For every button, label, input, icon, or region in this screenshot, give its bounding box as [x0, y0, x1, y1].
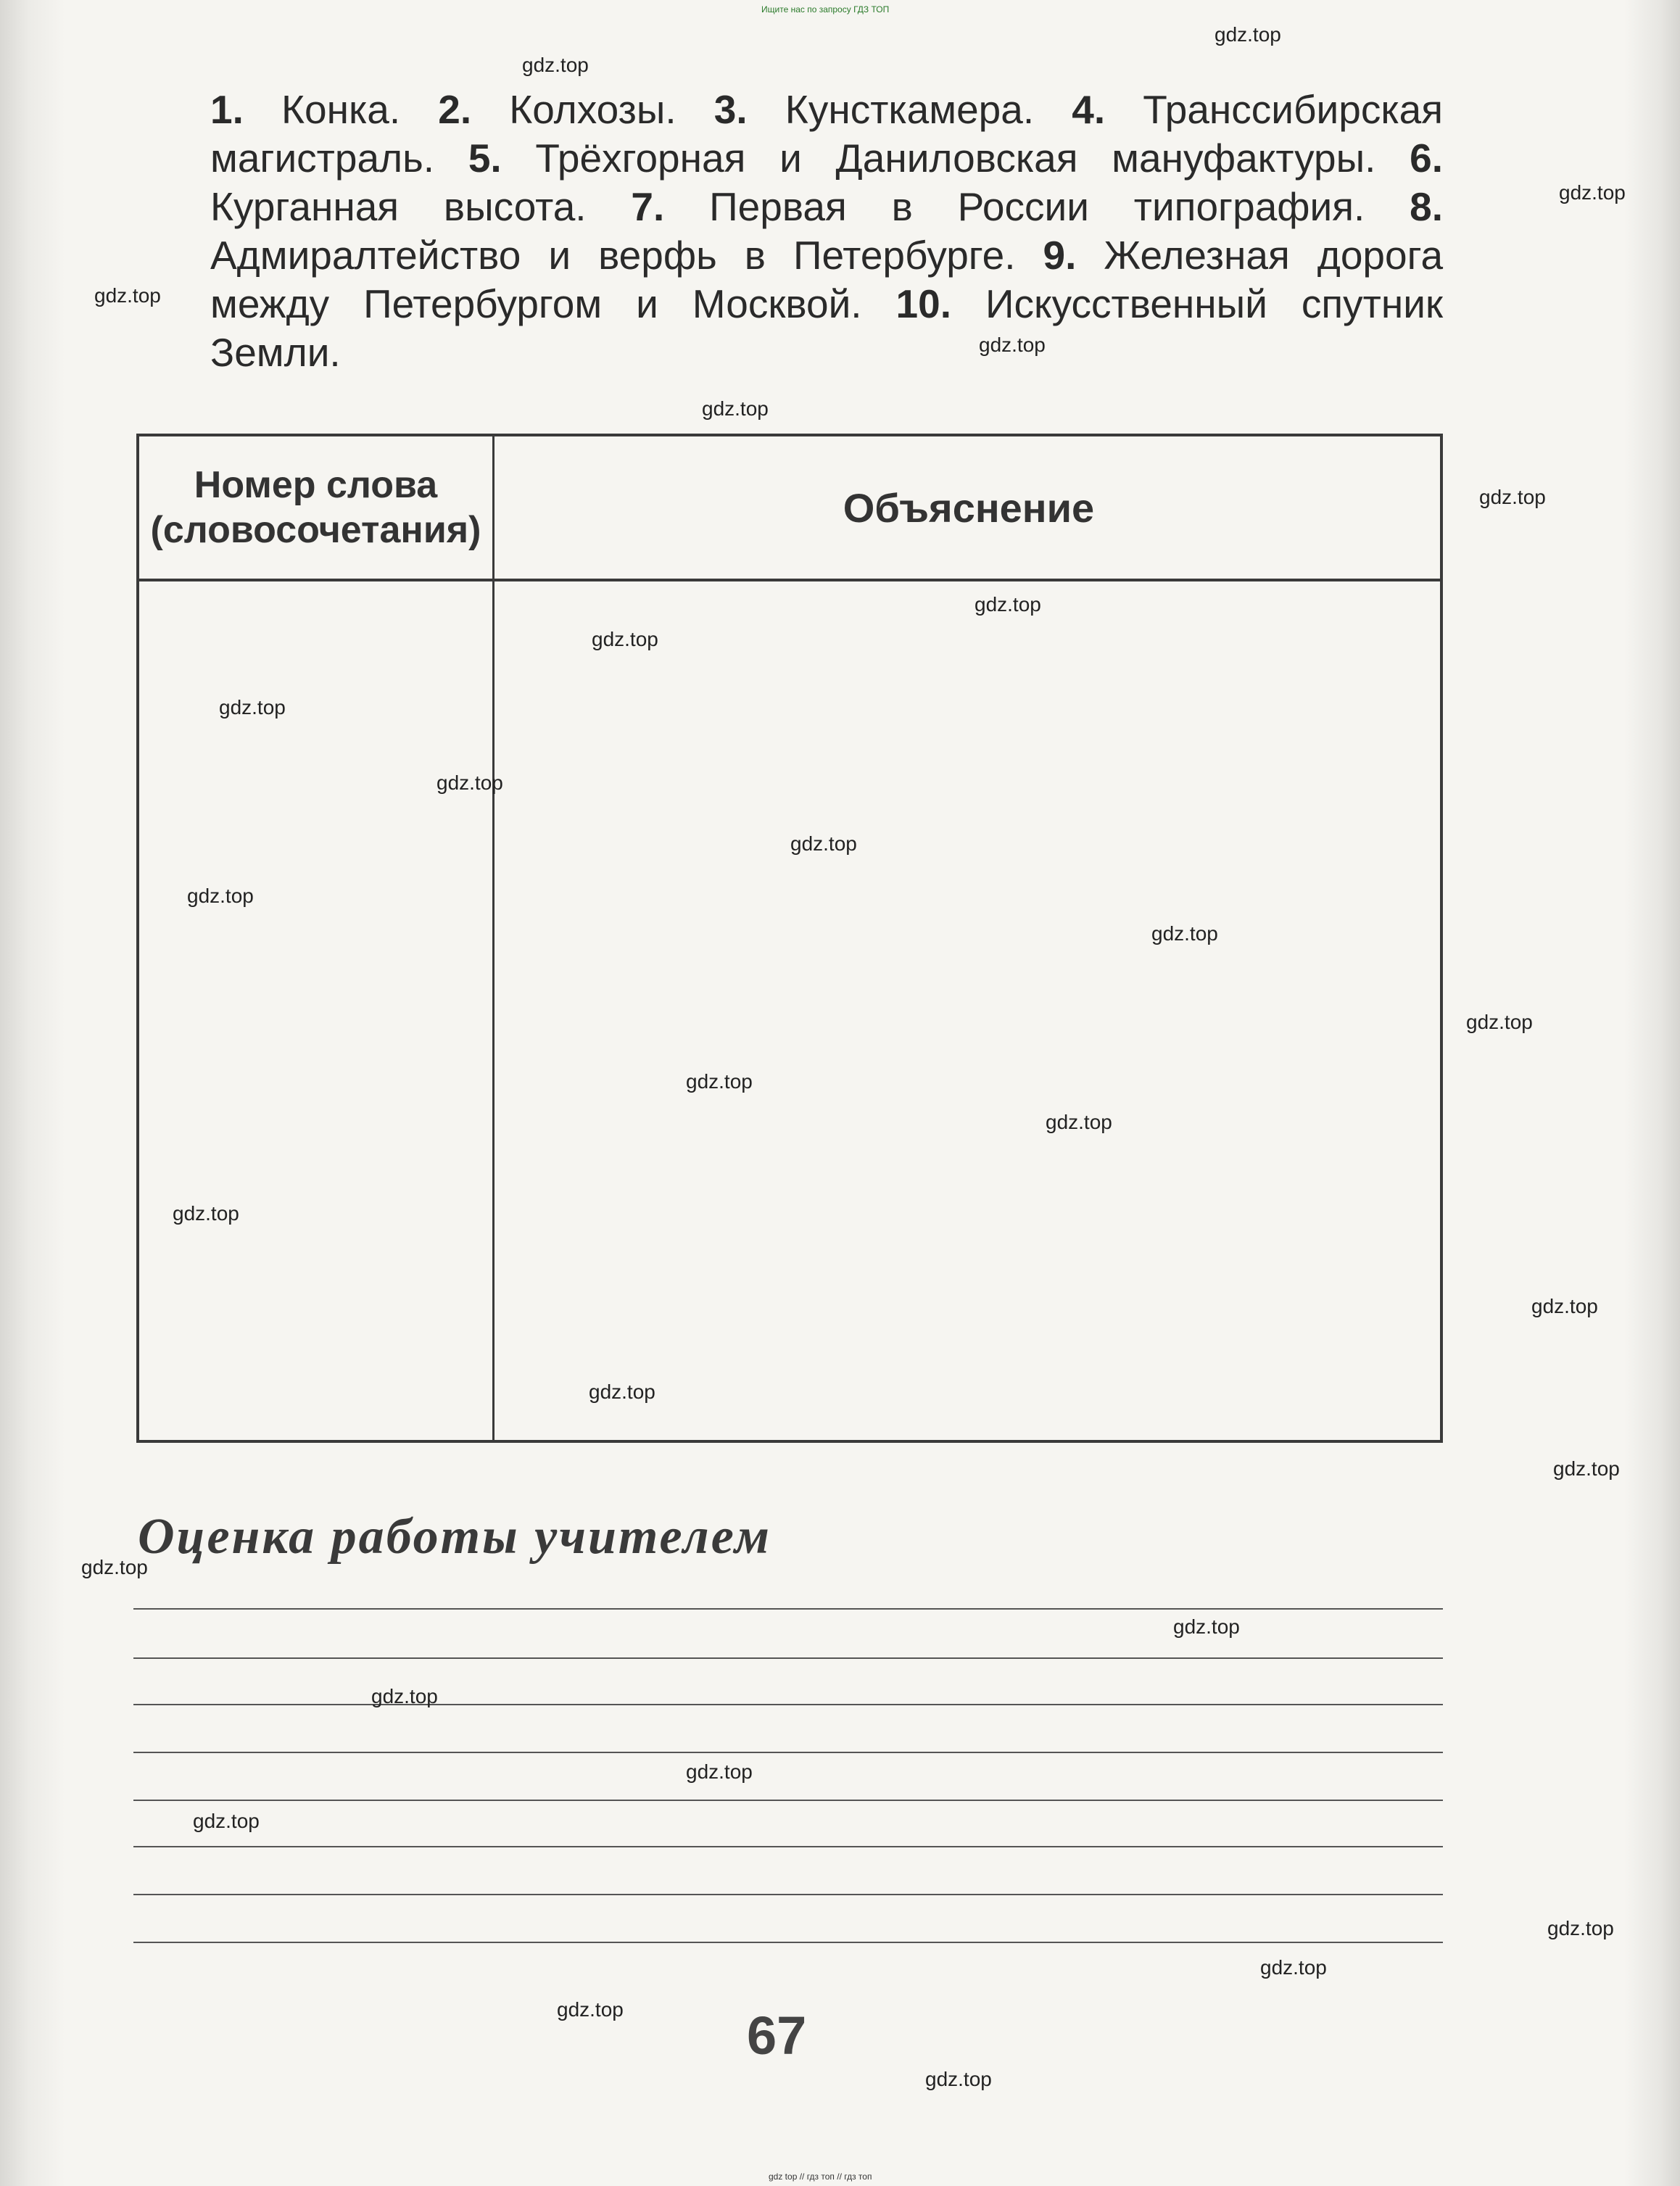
word-2-text: Колхозы.: [509, 87, 676, 132]
watermark: gdz.top: [557, 1998, 624, 2021]
watermark: gdz.top: [925, 2068, 992, 2090]
writing-line[interactable]: [133, 1752, 1443, 1753]
writing-line[interactable]: [133, 1704, 1443, 1705]
answer-table: [136, 434, 1443, 1443]
writing-line[interactable]: [133, 1894, 1443, 1895]
word-2-num: 2.: [438, 87, 472, 132]
word-4-text: Транссибирская магистраль.: [210, 87, 1443, 181]
watermark: gdz.top: [81, 1556, 148, 1578]
watermark: gdz.top: [1559, 181, 1626, 204]
word-10-text: Искусственный спутник Земли.: [210, 281, 1444, 375]
word-6-text: Курганная высота.: [210, 184, 587, 229]
watermark: gdz.top: [592, 628, 658, 650]
word-4-num: 4.: [1072, 87, 1106, 132]
watermark: gdz.top: [1466, 1011, 1533, 1033]
writing-line[interactable]: [133, 1800, 1443, 1801]
watermark: gdz.top: [975, 593, 1041, 616]
word-3-num: 3.: [713, 87, 748, 132]
writing-line[interactable]: [133, 1846, 1443, 1847]
header-explanation: Объяснение: [843, 484, 1095, 531]
watermark: gdz.top: [193, 1810, 260, 1832]
watermark: gdz.top: [790, 832, 857, 855]
word-list: [210, 86, 1443, 377]
watermark: gdz.top: [94, 284, 161, 307]
watermark: gdz.top: [1531, 1295, 1598, 1317]
word-6-num: 6.: [1410, 136, 1444, 181]
watermark: gdz.top: [1151, 922, 1218, 945]
word-10-num: 10.: [895, 281, 951, 326]
word-3-text: Кунсткамера.: [785, 87, 1035, 132]
watermark: gdz.top: [1260, 1956, 1327, 1979]
watermark: gdz.top: [173, 1202, 239, 1225]
teacher-assessment-title: Оценка работы учителем: [138, 1509, 771, 1565]
word-8-text: Адмиралтейство и верфь в Петербурге.: [210, 233, 1016, 278]
word-9-num: 9.: [1043, 233, 1077, 278]
watermark: gdz.top: [1046, 1111, 1112, 1133]
word-7-num: 7.: [631, 184, 665, 229]
watermark: gdz.top: [187, 885, 254, 907]
watermark: gdz.top: [979, 334, 1046, 356]
watermark: gdz.top: [436, 771, 503, 794]
watermark: gdz.top: [371, 1685, 438, 1707]
watermark: gdz.top: [522, 54, 589, 76]
watermark: gdz.top: [1215, 23, 1281, 46]
watermark: gdz.top: [1479, 486, 1546, 508]
word-8-num: 8.: [1410, 184, 1444, 229]
watermark: gdz.top: [702, 397, 769, 420]
writing-line[interactable]: [133, 1608, 1443, 1610]
watermark: gdz.top: [1547, 1917, 1614, 1939]
word-7-text: Первая в России типография.: [709, 184, 1365, 229]
word-5-num: 5.: [468, 136, 502, 181]
watermark: gdz.top: [1173, 1615, 1240, 1638]
watermark: gdz.top: [589, 1380, 655, 1403]
page-number: 67: [747, 2005, 807, 2066]
search-hint[interactable]: Ищите нас по запросу ГДЗ ТОП: [761, 4, 890, 15]
word-5-text: Трёхгорная и Даниловская мануфактуры.: [535, 136, 1376, 181]
explanation-cell[interactable]: [495, 581, 1443, 1443]
header-word-number: Номер слова (словосочетания): [150, 464, 481, 551]
writing-line[interactable]: [133, 1942, 1443, 1943]
word-1-num: 1.: [210, 87, 244, 132]
footer-links[interactable]: gdz top // гдз топ // гдз топ: [769, 2171, 872, 2182]
watermark: gdz.top: [686, 1070, 753, 1093]
writing-line[interactable]: [133, 1657, 1443, 1659]
word-9-text: Железная дорога между Петербургом и Москвой.: [210, 233, 1444, 326]
watermark: gdz.top: [219, 696, 286, 719]
watermark: gdz.top: [686, 1760, 753, 1783]
watermark: gdz.top: [1553, 1457, 1620, 1480]
word-number-cell[interactable]: [139, 581, 492, 1443]
word-1-text: Конка.: [281, 87, 401, 132]
